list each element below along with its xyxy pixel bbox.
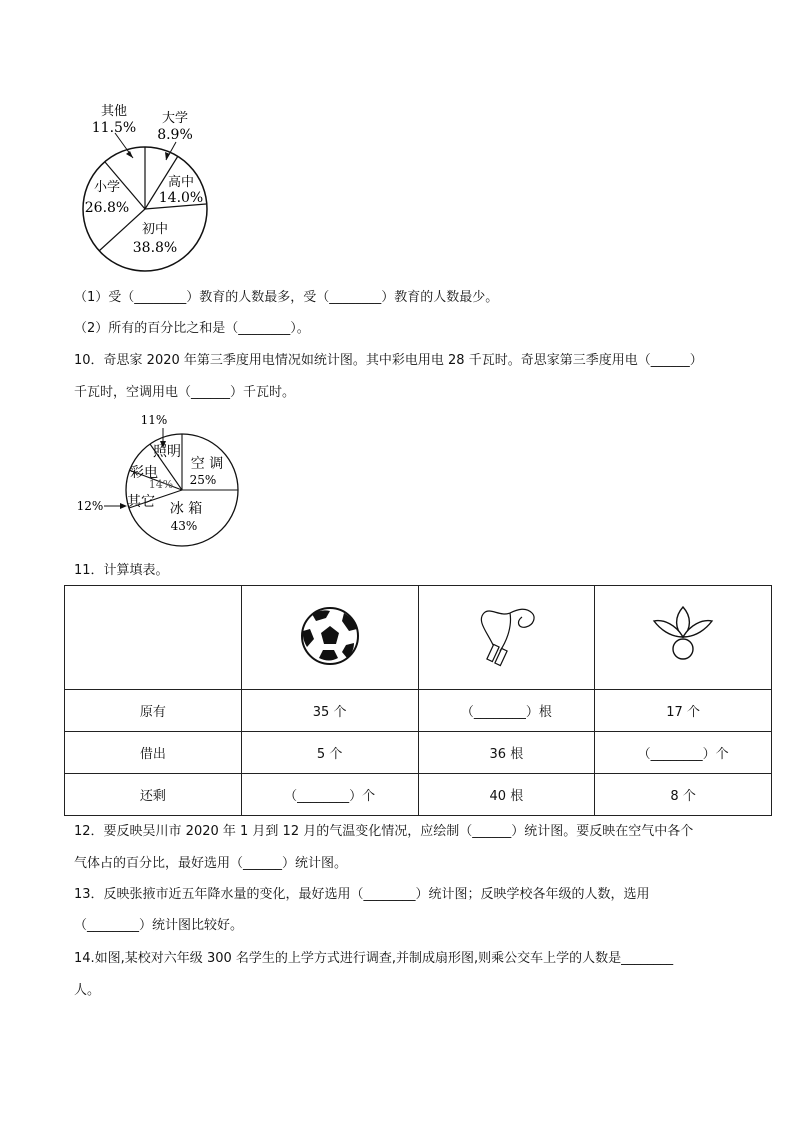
slice-label-university: 大学 [161,111,189,126]
q9-part2: （2）所有的百分比之和是（________）。 [74,321,310,336]
electricity-pie-chart [74,408,244,548]
slice-pct-primary: 26.8% [84,200,130,216]
q9-part1: （1）受（________）教育的人数最多，受（________）教育的人数最少。 [74,290,499,305]
arrow-other-head [120,503,127,509]
q13-line2: （________）统计图比较好。 [74,918,244,933]
row-label: 还剩 [65,774,242,816]
cell-ball: （________）个 [241,774,418,816]
shuttlecock-cell [595,586,772,690]
cell-rope: 40 根 [418,774,595,816]
cell-shuttlecock: 17 个 [595,690,772,732]
q11-title: 11．计算填表。 [74,563,169,578]
table-row [65,732,772,774]
jump-rope-icon [466,603,546,669]
cell-ball: 35 个 [241,690,418,732]
cell-rope: （________）根 [418,690,595,732]
calculation-table [64,585,772,816]
table-row [65,690,772,732]
pct-other-callout: 12% [76,499,104,513]
cell-ball: 5 个 [241,732,418,774]
cell-shuttlecock: （________）个 [595,732,772,774]
slice-pct-ac: 25% [189,473,217,487]
slice-label-other: 其他 [100,104,128,119]
soccer-ball-cell [241,586,418,690]
slice-label-middleschool: 初中 [141,222,169,237]
slice-pct-other: 11.5% [91,120,137,136]
slice-pct-tv: 14% [148,478,174,491]
education-pie-chart [70,96,220,281]
slice-pct-university: 8.9% [157,127,193,143]
slice-pct-fridge: 43% [170,519,198,533]
slice-label-other: 其它 [127,494,155,510]
soccer-ball-icon [299,605,361,667]
q10-line1: 10．奇思家 2020 年第三季度用电情况如统计图。其中彩电用电 28 千瓦时。奇思家第三季度用电（______） [74,353,703,368]
q10-line2: 千瓦时，空调用电（______）千瓦时。 [74,385,296,400]
slice-label-primary: 小学 [93,180,121,195]
q14-line2: 人。 [74,983,101,998]
table-corner-cell [65,586,242,690]
table-header-row [65,586,772,690]
q14-line1: 14.如图,某校对六年级 300 名学生的上学方式进行调查,并制成扇形图,则乘公交车上学的人数是________ [74,951,674,966]
q12-line1: 12．要反映吴川市 2020 年 1 月到 12 月的气温变化情况，应绘制（______）统计图。要反映在空气中各个 [74,824,694,839]
slice-label-fridge: 冰 箱 [169,501,203,517]
row-label: 原有 [65,690,242,732]
slice-label-ac: 空 调 [190,456,224,472]
row-label: 借出 [65,732,242,774]
q13-line1: 13．反映张掖市近五年降水量的变化，最好选用（________）统计图；反映学校各年级的人数，选用 [74,887,650,902]
pct-lighting-callout: 11% [140,413,168,427]
slice-pct-middleschool: 38.8% [132,240,178,256]
q12-line2: 气体占的百分比，最好选用（______）统计图。 [74,856,348,871]
table-row [65,774,772,816]
slice-label-highschool: 高中 [167,175,195,190]
cell-rope: 36 根 [418,732,595,774]
slice-label-tv: 彩电 [130,465,158,481]
slice-pct-highschool: 14.0% [158,190,204,206]
slice-label-lighting: 照明 [153,444,181,460]
cell-shuttlecock: 8 个 [595,774,772,816]
jump-rope-cell [418,586,595,690]
shuttlecock-icon [648,603,718,669]
